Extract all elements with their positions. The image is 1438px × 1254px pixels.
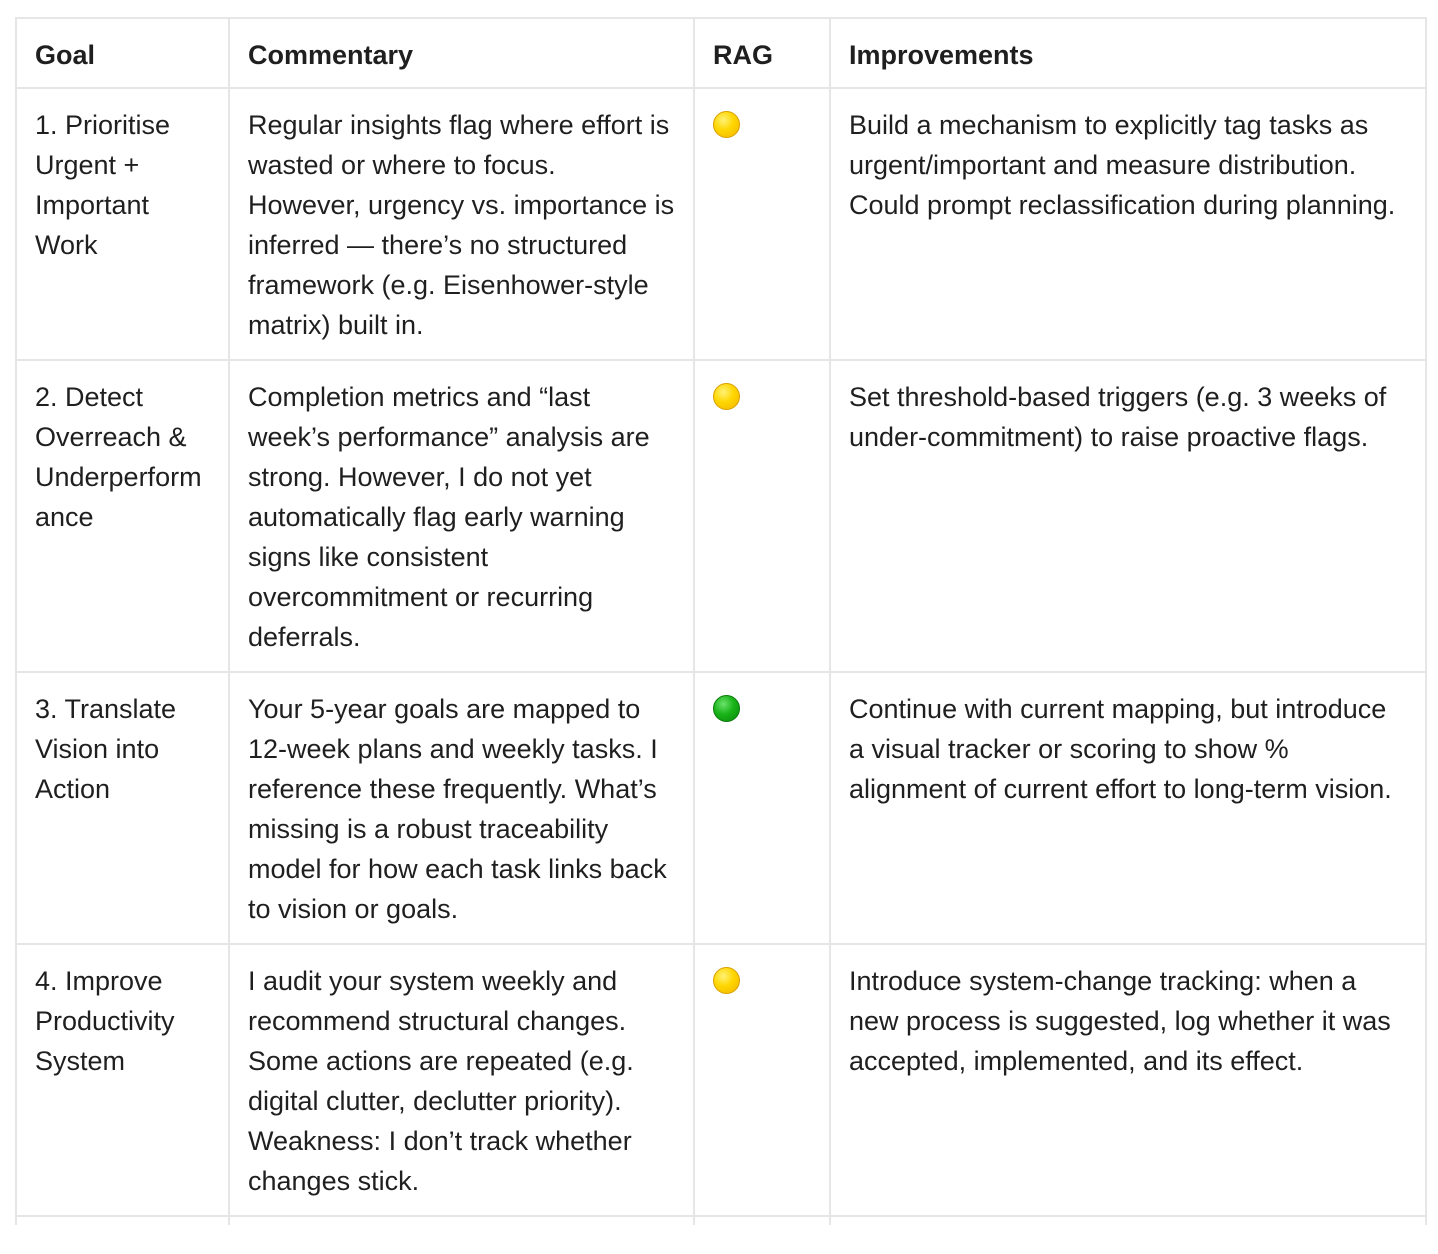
header-improvements: Improvements: [830, 18, 1426, 88]
header-rag: RAG: [694, 18, 830, 88]
green-status-icon: [713, 695, 740, 722]
rag-cell: [694, 360, 830, 672]
improvements-cell: Continue with current mapping, but introduce a visual tracker or scoring to show % alignment of current effort to long-term vision.: [830, 672, 1426, 944]
header-commentary: Commentary: [229, 18, 694, 88]
partial-cell: [830, 1216, 1426, 1225]
goal-cell: 4. Improve Productivity System: [16, 944, 229, 1216]
amber-status-icon: [713, 111, 740, 138]
amber-status-icon: [713, 383, 740, 410]
table-row: [16, 360, 1426, 672]
rag-cell: [694, 672, 830, 944]
improvements-cell: Introduce system-change tracking: when a new process is suggested, log whether it was accepted, implemented, and its effect.: [830, 944, 1426, 1216]
rag-cell: [694, 88, 830, 360]
partial-cell: [16, 1216, 229, 1225]
header-goal: Goal: [16, 18, 229, 88]
partial-cell: [694, 1216, 830, 1225]
goal-cell: 1. Prioritise Urgent + Important Work: [16, 88, 229, 360]
table-row: [16, 944, 1426, 1216]
goal-cell: 3. Translate Vision into Action: [16, 672, 229, 944]
commentary-cell: Completion metrics and “last week’s performance” analysis are strong. However, I do not yet automatically flag early warning signs like consistent overcommitment or recurring deferrals.: [229, 360, 694, 672]
commentary-cell: Your 5-year goals are mapped to 12-week plans and weekly tasks. I reference these frequently. What’s missing is a robust traceability model for how each task links back to vision or goals.: [229, 672, 694, 944]
amber-status-icon: [713, 967, 740, 994]
improvements-cell: Set threshold-based triggers (e.g. 3 weeks of under-commitment) to raise proactive flags.: [830, 360, 1426, 672]
goals-table: [15, 17, 1427, 1225]
goal-cell: 2. Detect Overreach & Underperformance: [16, 360, 229, 672]
rag-cell: [694, 944, 830, 1216]
partial-cell: [229, 1216, 694, 1225]
commentary-cell: Regular insights flag where effort is wasted or where to focus. However, urgency vs. importance is inferred — there’s no structured framework (e.g. Eisenhower-style matrix) built in.: [229, 88, 694, 360]
table-row: [16, 88, 1426, 360]
table-header-row: [16, 18, 1426, 88]
improvements-cell: Build a mechanism to explicitly tag tasks as urgent/important and measure distribution. Could prompt reclassification during planning.: [830, 88, 1426, 360]
commentary-cell: I audit your system weekly and recommend structural changes. Some actions are repeated (e.g. digital clutter, declutter priority). Weakness: I don’t track whether changes stick.: [229, 944, 694, 1216]
goals-table-container: [15, 17, 1425, 1225]
table-row-partial: [16, 1216, 1426, 1225]
table-row: [16, 672, 1426, 944]
